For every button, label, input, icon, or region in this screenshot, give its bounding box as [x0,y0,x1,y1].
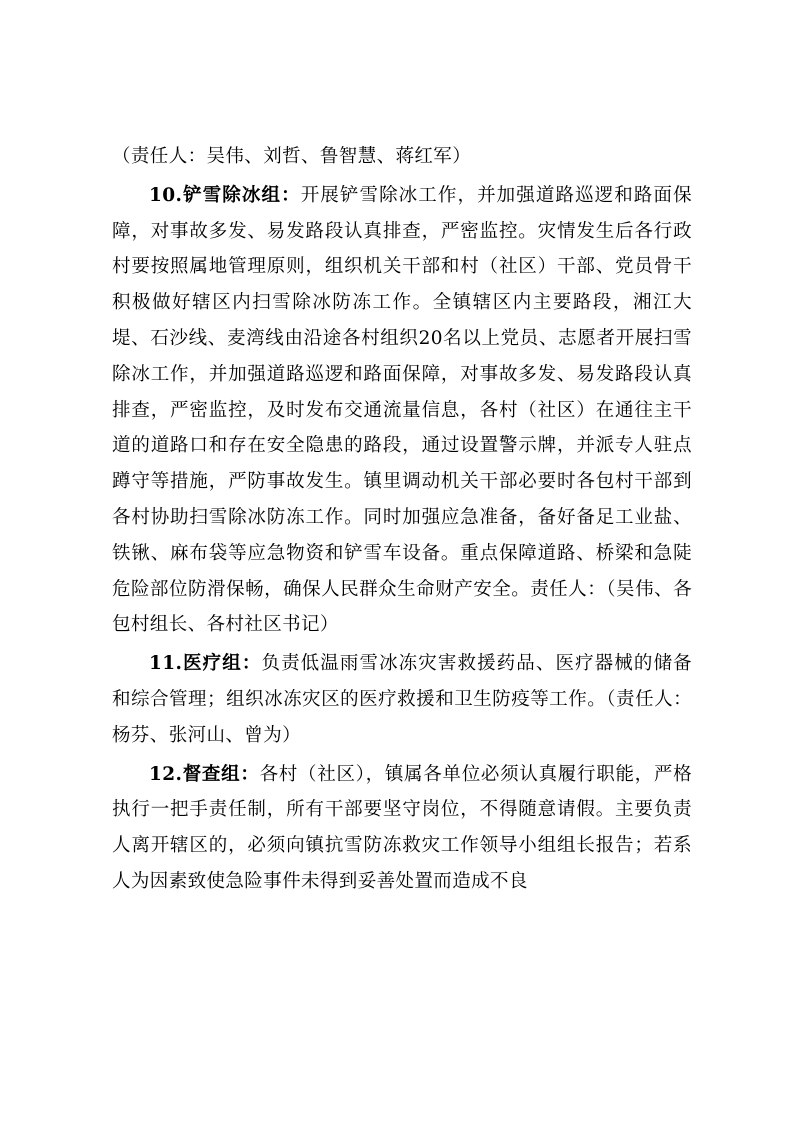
section-heading: 10.铲雪除冰组： [149,184,301,206]
section-text: 负责低温雨雪冰冻灾害救援药品、医疗器械的储备和综合管理；组织冰冻灾区的医疗救援和卫生防疫等工作。（责任人：杨芬、张河山、曾为） [112,653,692,746]
section-paragraph [112,178,692,643]
section-paragraph [112,757,692,900]
section-heading: 11.医疗组： [149,653,262,675]
intro-line: （责任人：吴伟、刘哲、鲁智慧、蒋红军） [112,146,472,167]
section-text: 开展铲雪除冰工作，并加强道路巡逻和路面保障，对事故多发、易发路段认真排查，严密监控。灾情发生后各行政村要按照属地管理原则，组织机关干部和村（社区）干部、党员骨干积极做好辖区内扫雪除冰防冻工作。全镇辖区内主要路段，湘江大堤、石沙线、麦湾线由沿途各村组织20名以上党员、志愿者开展扫雪除冰工作，并加强道路巡逻和路面保障，对事故多发、易发路段认真排查，严密监控，及时发布交通流量信息，各村（社区）在通往主干道的道路口和存在安全隐患的路段，通过设置警示牌，并派专人驻点蹲守等措施，严防事故发生。镇里调动机关干部必要时各包村干部到各村协助扫雪除冰防冻工作。同时加强应急准备，备好备足工业盐、铁锹、麻布袋等应急物资和铲雪车设备。重点保障道路、桥梁和急陡危险部位防滑保畅，确保人民群众生命财产安全。责任人：（吴伟、各包村组长、各村社区书记） [112,184,692,636]
document-body [112,139,692,903]
section-paragraph [112,646,692,753]
section-text: 各村（社区），镇属各单位必须认真履行职能，严格执行一把手责任制，所有干部要坚守岗位，不得随意请假。主要负责人离开辖区的，必须向镇抗雪防冻救灾工作领导小组组长报告；若系人为因素致使急险事件未得到妥善处置而造成不良 [112,763,692,892]
section-heading: 12.督查组： [149,763,260,785]
